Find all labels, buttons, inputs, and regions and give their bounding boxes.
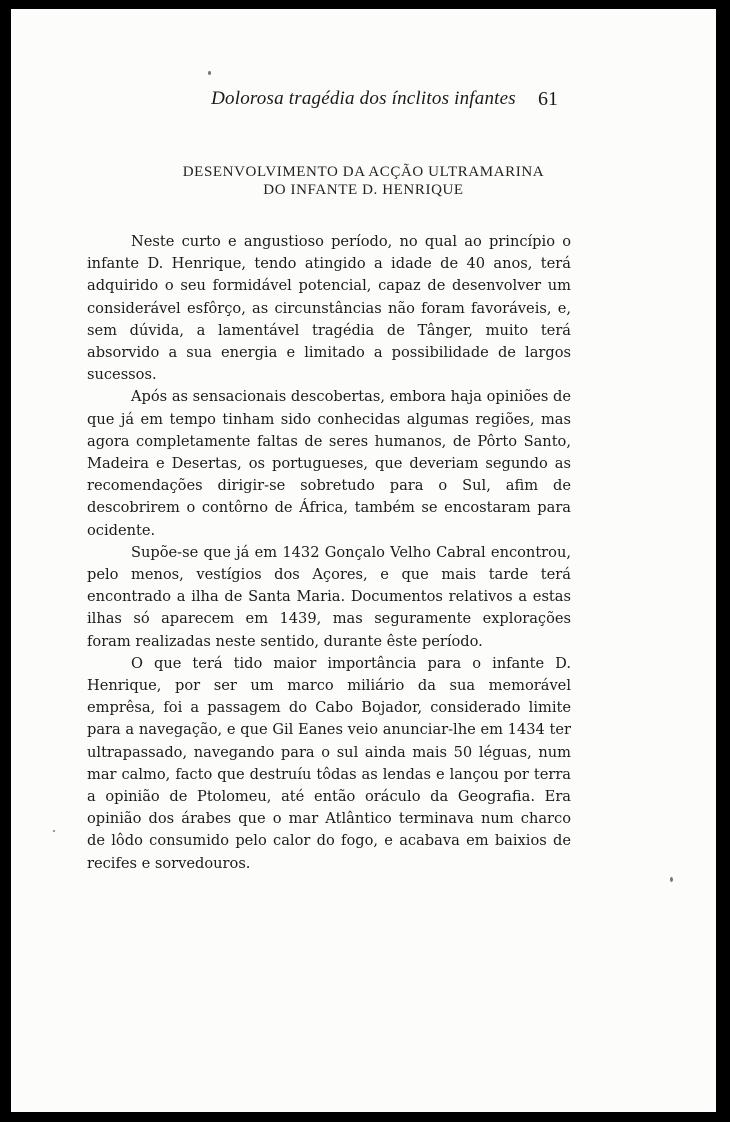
paragraph: Neste curto e angustioso período, no qual ao princípio o infante D. Henrique, tendo atingido a idade de 40 anos, terá adquirido o seu formidável potencial, capaz de desenvolver um considerável esfôrço, as circunstâncias não foram favoráveis, e, sem dúvida, a lamentável tragédia de Tânger, muito terá absorvido a sua energia e limitado a possibilidade de largos sucessos. <box>87 233 571 384</box>
scan-speck <box>670 877 673 882</box>
page-header <box>11 9 716 129</box>
chapter-title-line-2: DO INFANTE D. HENRIQUE <box>263 182 464 198</box>
scan-speck <box>208 71 211 75</box>
paragraph: O que terá tido maior importância para o infante D. Henrique, por ser um marco miliário da sua memorável emprêsa, foi a passagem do Cabo Bojador, considerado limite para a navegação, e que Gil Eanes veio anunciar-lhe em 1434 ter ultrapassado, navegando para o sul ainda mais 50 léguas, num mar calmo, facto que destruíu tôdas as lendas e lançou por terra a opinião de Ptolomeu, até então oráculo da Geografia. Era opinião dos árabes que o mar Atlântico terminava num charco de lôdo consumido pelo calor do fogo, e acabava em baixios de recifes e sorvedouros. <box>87 654 571 872</box>
page-number: 61 <box>538 88 558 110</box>
paragraph: Supõe-se que já em 1432 Gonçalo Velho Cabral encontrou, pelo menos, vestígios dos Açores, e que mais tarde terá encontrado a ilha de Santa Maria. Documentos relativos a estas ilhas só aparecem em 1439, mas seguramente explorações foram realizadas neste sentido, durante êste período. <box>87 543 571 650</box>
scan-speck <box>53 830 55 832</box>
body-text <box>87 231 571 875</box>
book-page <box>11 9 716 1112</box>
running-title: Dolorosa tragédia dos ínclitos infantes <box>211 88 516 109</box>
chapter-title-line-1: DESENVOLVIMENTO DA ACÇÃO ULTRAMARINA <box>182 164 545 180</box>
chapter-title <box>11 163 716 199</box>
paragraph: Após as sensacionais descobertas, embora haja opiniões de que já em tempo tinham sido conhecidas algumas regiões, mas agora completamente faltas de seres humanos, de Pôrto Santo, Madeira e Desertas, os portugueses, que deveriam segundo as recomendações dirigir-se sobretudo para o Sul, afim de descobrirem o contôrno de África, também se encostaram para ocidente. <box>87 388 571 539</box>
